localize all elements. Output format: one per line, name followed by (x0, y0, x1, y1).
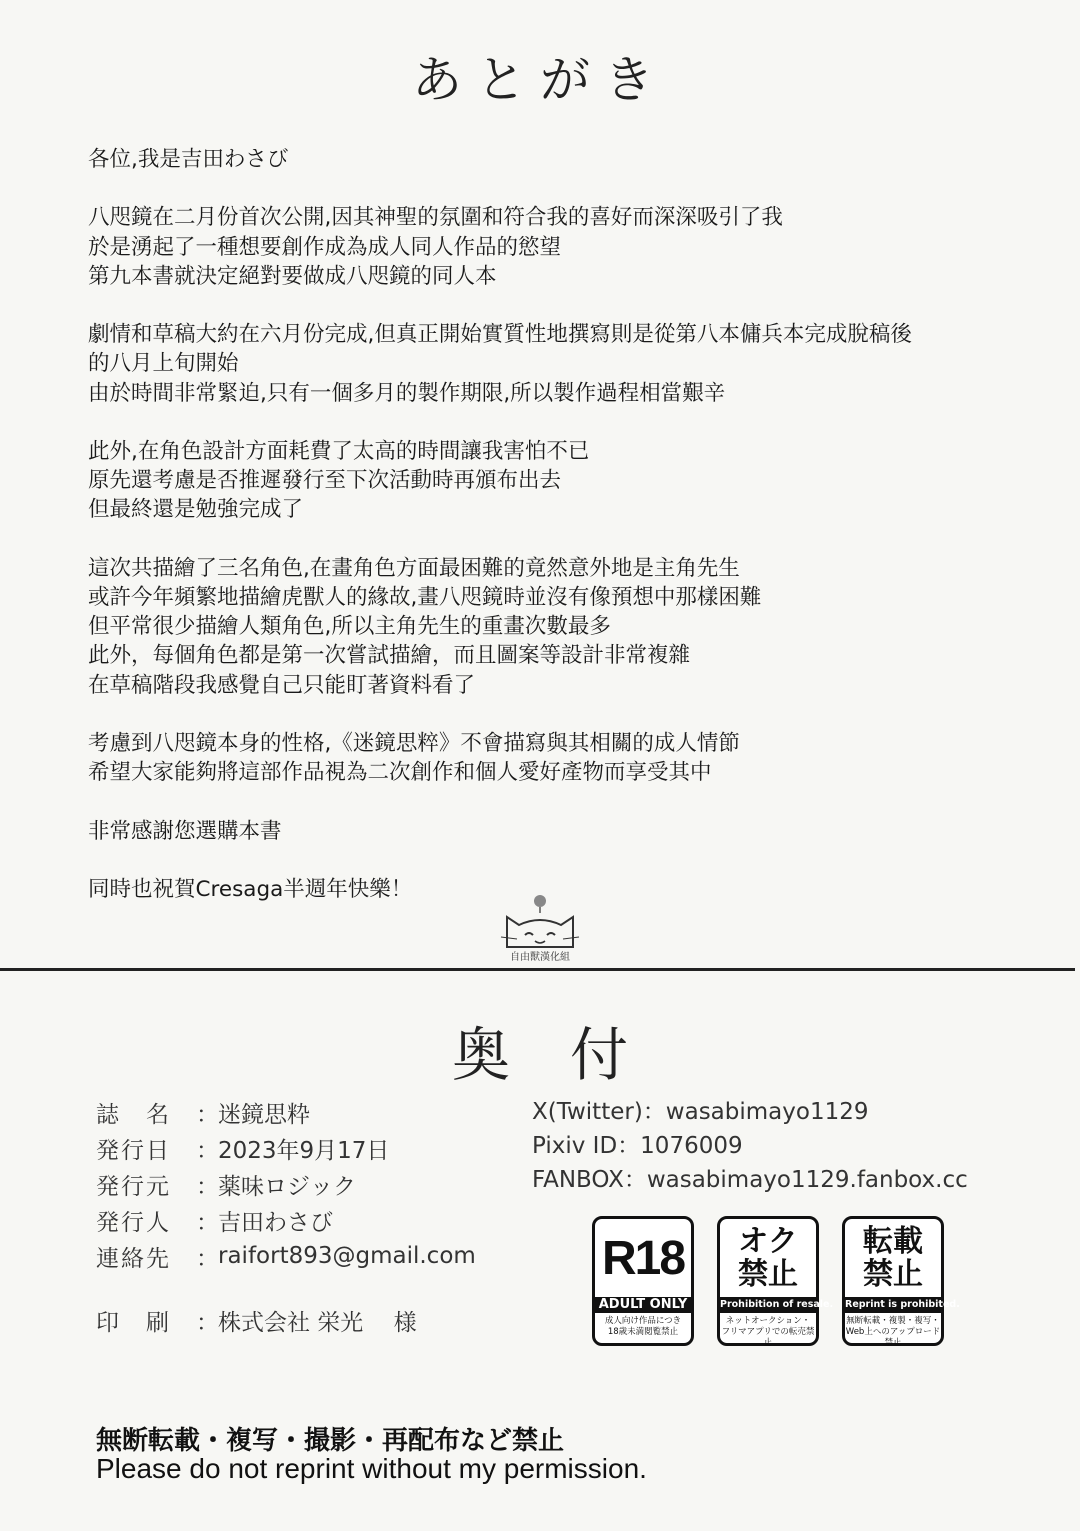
badge-foot-line: Web上へのアップロード禁止 (845, 1327, 941, 1348)
field-row (96, 1094, 476, 1130)
badge-main-text (845, 1219, 941, 1297)
scanlation-group-name: 自由獸漢化組 (510, 952, 570, 963)
cat-mascot-icon (495, 893, 585, 951)
social-links (532, 1092, 968, 1194)
section-divider (0, 968, 1075, 971)
colophon-title (0, 1008, 1080, 1092)
field-label: 誌 名 (96, 1101, 171, 1128)
afterword-body (88, 145, 1048, 904)
colophon-title-char: 奥 (451, 1021, 510, 1089)
badge-main-line: 禁止 (738, 1257, 798, 1292)
badge-foot-text (720, 1313, 816, 1349)
field-value: 吉田わさび (218, 1209, 333, 1236)
field-separator: ： (196, 1245, 219, 1272)
field-label: 発行日 (96, 1137, 171, 1164)
afterword-paragraph (88, 203, 1048, 291)
badge-band-text: ADULT ONLY (595, 1297, 691, 1313)
afterword-paragraph (88, 729, 1048, 787)
reprint-notice-en: Please do not reprint without my permission. (96, 1453, 647, 1484)
contact-email[interactable]: raifort893@gmail.com (218, 1243, 476, 1269)
afterword-paragraph (88, 437, 1048, 525)
afterword-line: 在草稿階段我感覺自己只能盯著資料看了 (88, 672, 476, 698)
afterword-line: 此外,在角色設計方面耗費了太高的時間讓我害怕不已 (88, 438, 590, 464)
reprint-notice-jp: 無断転載・複写・撮影・再配布など禁止 (96, 1426, 565, 1456)
field-value: 株式会社 栄光 様 (218, 1309, 417, 1336)
badge-main-text: R18 (601, 1231, 685, 1285)
field-value: 薬味ロジック (218, 1173, 356, 1200)
field-separator: ： (196, 1101, 219, 1128)
field-separator: ： (196, 1309, 219, 1336)
field-separator: ： (196, 1173, 219, 1200)
afterword-line: 但平常很少描繪人類角色,所以主角先生的重畫次數最多 (88, 614, 611, 640)
afterword-line: 非常感謝您選購本書 (88, 818, 282, 844)
badge-foot-text (845, 1313, 941, 1349)
scanlation-group-logo (495, 893, 585, 963)
field-row (96, 1202, 476, 1238)
field-label: 連絡先 (96, 1245, 171, 1272)
afterword-line: 由於時間非常緊迫,只有一個多月的製作期限,所以製作過程相當艱辛 (88, 380, 726, 406)
field-value: 迷鏡思粋 (218, 1101, 310, 1128)
afterword-line: 劇情和草稿大約在六月份完成,但真正開始實質性地撰寫則是從第八本傭兵本完成脫稿後 (88, 322, 912, 348)
badge-main-line: 禁止 (863, 1257, 923, 1292)
badge-foot-line: フリマアプリでの転売禁止 (721, 1327, 815, 1348)
no-resale-badge (717, 1216, 834, 1348)
field-row (96, 1130, 476, 1166)
afterword-line: 希望大家能夠將這部作品視為二次創作和個人愛好產物而享受其中 (88, 760, 712, 786)
field-separator: ： (196, 1137, 219, 1164)
afterword-line: 原先還考慮是否推遲發行至下次活動時再頒布出去 (88, 468, 562, 494)
field-row (96, 1166, 476, 1202)
colophon-title-char: 付 (570, 1021, 629, 1089)
afterword-line: 此外，每個角色都是第一次嘗試描繪，而且圖案等設計非常複雜 (88, 643, 691, 669)
afterword-title: あとがき (412, 51, 668, 109)
field-label: 印 刷 (96, 1309, 171, 1336)
field-value: 2023年9月17日 (218, 1137, 390, 1164)
field-row (96, 1302, 476, 1338)
afterword-line: 第九本書就決定絕對要做成八咫鏡的同人本 (88, 263, 497, 289)
fanbox-link[interactable]: FANBOX：wasabimayo1129.fanbox.cc (532, 1166, 968, 1193)
badge-foot-line: 無断転載・複製・複写・ (846, 1316, 940, 1326)
colophon-fields (96, 1094, 476, 1338)
field-separator: ： (196, 1209, 219, 1236)
pixiv-link[interactable]: Pixiv ID：1076009 (532, 1132, 743, 1159)
r18-badge (592, 1216, 694, 1346)
badge-main-line: オク (738, 1224, 798, 1259)
no-reprint-badge (842, 1216, 960, 1348)
badge-foot-line: 成人向け作品につき (604, 1316, 682, 1326)
afterword-line: 但最終還是勉強完成了 (88, 497, 304, 523)
twitter-link[interactable]: X(Twitter)：wasabimayo1129 (532, 1098, 869, 1125)
badge-main-text (720, 1219, 816, 1297)
afterword-paragraph (88, 320, 1048, 408)
field-row (96, 1238, 476, 1274)
badge-band-text: Prohibition of resale. (720, 1297, 816, 1313)
afterword-line: 於是湧起了一種想要創作成為成人同人作品的慾望 (88, 234, 562, 260)
badge-main-line: 転載 (863, 1224, 923, 1259)
afterword-paragraph (88, 145, 1048, 174)
afterword-line: 的八月上旬開始 (88, 351, 239, 377)
field-label: 発行元 (96, 1173, 171, 1200)
badge-foot-line: ネットオークション・ (725, 1316, 811, 1326)
field-label: 発行人 (96, 1209, 171, 1236)
badge-foot-line: 18歳未満閲覧禁止 (607, 1327, 679, 1337)
afterword-line: 同時也祝賀Cresaga半週年快樂！ (88, 876, 413, 902)
badge-foot-text (595, 1313, 691, 1338)
afterword-paragraph (88, 817, 1048, 846)
afterword-line: 這次共描繪了三名角色,在畫角色方面最困難的竟然意外地是主角先生 (88, 555, 740, 581)
afterword-line: 各位,我是吉田わさび (88, 147, 289, 172)
afterword-line: 或許今年頻繁地描繪虎獸人的緣故,畫八咫鏡時並沒有像預想中那樣困難 (88, 584, 762, 610)
afterword-paragraph (88, 554, 1048, 700)
afterword-line: 八咫鏡在二月份首次公開,因其神聖的氛圍和符合我的喜好而深深吸引了我 (88, 205, 783, 231)
afterword-line: 考慮到八咫鏡本身的性格,《迷鏡思粹》不會描寫與其相關的成人情節 (88, 730, 740, 756)
badge-band-text: Reprint is prohibited. (845, 1297, 941, 1313)
